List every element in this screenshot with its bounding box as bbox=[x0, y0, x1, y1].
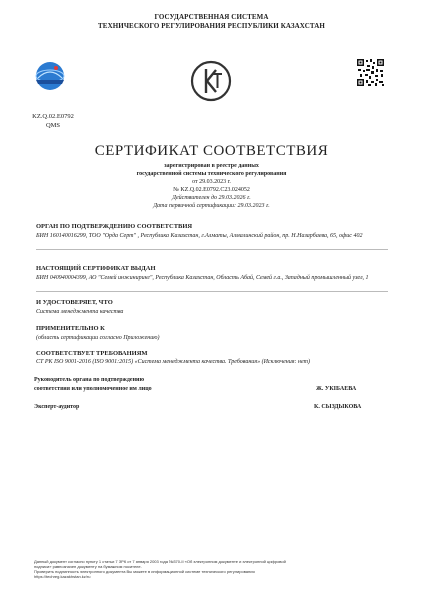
first-certification-date: Дата первичной сертификации: 29.03.2023 г. bbox=[153, 203, 270, 209]
registry-line-2: государственной системы технического регулирования bbox=[136, 171, 287, 177]
certifies-heading: И УДОСТОВЕРЯЕТ, ЧТО bbox=[36, 299, 113, 306]
conformity-mark-icon bbox=[188, 58, 234, 104]
auditor-label: Эксперт-аудитор bbox=[34, 404, 80, 410]
divider bbox=[36, 291, 388, 292]
registry-line-1: зарегистрирован в реестре данных bbox=[164, 163, 259, 169]
applicable-text: (область сертификации согласно Приложению) bbox=[36, 335, 160, 341]
head-signatory-label-1: Руководитель органа по подтверждению bbox=[34, 377, 145, 383]
divider bbox=[36, 249, 388, 250]
header-line-2: ТЕХНИЧЕСКОГО РЕГУЛИРОВАНИЯ РЕСПУБЛИКИ КАЗАХСТАН bbox=[98, 22, 325, 30]
verification-link[interactable]: https://techreg.kazakhstan.kz/ru bbox=[34, 574, 91, 579]
head-signatory-label-2: соответствия или уполномоченное им лицо bbox=[34, 386, 152, 392]
qr-code-icon bbox=[356, 58, 385, 87]
accreditation-type: QMS bbox=[45, 122, 61, 129]
issued-text: БИН 040940004399, АО "Семей инжиниринг", Республика Казахстан, Область Абай, Семей г.а., Западный промышленный узел, 1 bbox=[36, 275, 369, 281]
org-heading: ОРГАН ПО ПОДТВЕРЖДЕНИЮ СООТВЕТСТВИЯ bbox=[36, 223, 193, 230]
issued-heading: НАСТОЯЩИЙ СЕРТИФИКАТ ВЫДАН bbox=[36, 265, 156, 272]
applicable-heading: ПРИМЕНИТЕЛЬНО К bbox=[36, 325, 105, 332]
certificate-title: СЕРТИФИКАТ СООТВЕТСТВИЯ bbox=[94, 143, 329, 159]
certificate-number: № KZ.Q.02.E0792.C23.024052 bbox=[173, 187, 250, 193]
head-signatory-name: Ж. УКІБАЕВА bbox=[316, 386, 357, 392]
footer-line-3: Проверить подлинность электронного документа Вы можете в информационной системе технического регулирования bbox=[34, 569, 255, 574]
footer-line-2: подписи» равнозначен документу на бумажном носителе. bbox=[34, 564, 142, 569]
header-line-1: ГОСУДАРСТВЕННАЯ СИСТЕМА bbox=[154, 13, 269, 21]
certifies-text: Система менеджмента качества bbox=[36, 309, 124, 315]
registry-date: от 29.03.2023 г. bbox=[192, 179, 231, 185]
valid-until: Действителен до 29.03.2026 г. bbox=[172, 195, 251, 201]
requirements-heading: СООТВЕТСТВУЕТ ТРЕБОВАНИЯМ bbox=[36, 350, 148, 357]
auditor-name: К. СЫЗДЫКОВА bbox=[314, 404, 362, 410]
requirements-text: СТ РК ISO 9001-2016 (ISO 9001:2015) «Система менеджмента качества. Требования» (Исключения: нет) bbox=[36, 359, 310, 365]
accreditation-code: KZ.Q.02.E0792 bbox=[32, 113, 74, 120]
footer-line-1: Данный документ согласно пункту 1 статьи 7 ЗРК от 7 января 2003 года №370-II «Об электронном документе и электронной цифровой bbox=[34, 559, 286, 564]
accreditation-logo-icon bbox=[32, 58, 68, 94]
org-text: БИН 160140016299, ТОО "Орда Серт" , Республика Казахстан, г.Алматы, Алмалинский район, пр. Н.Назарбаева, 65, офис 402 bbox=[36, 233, 363, 239]
